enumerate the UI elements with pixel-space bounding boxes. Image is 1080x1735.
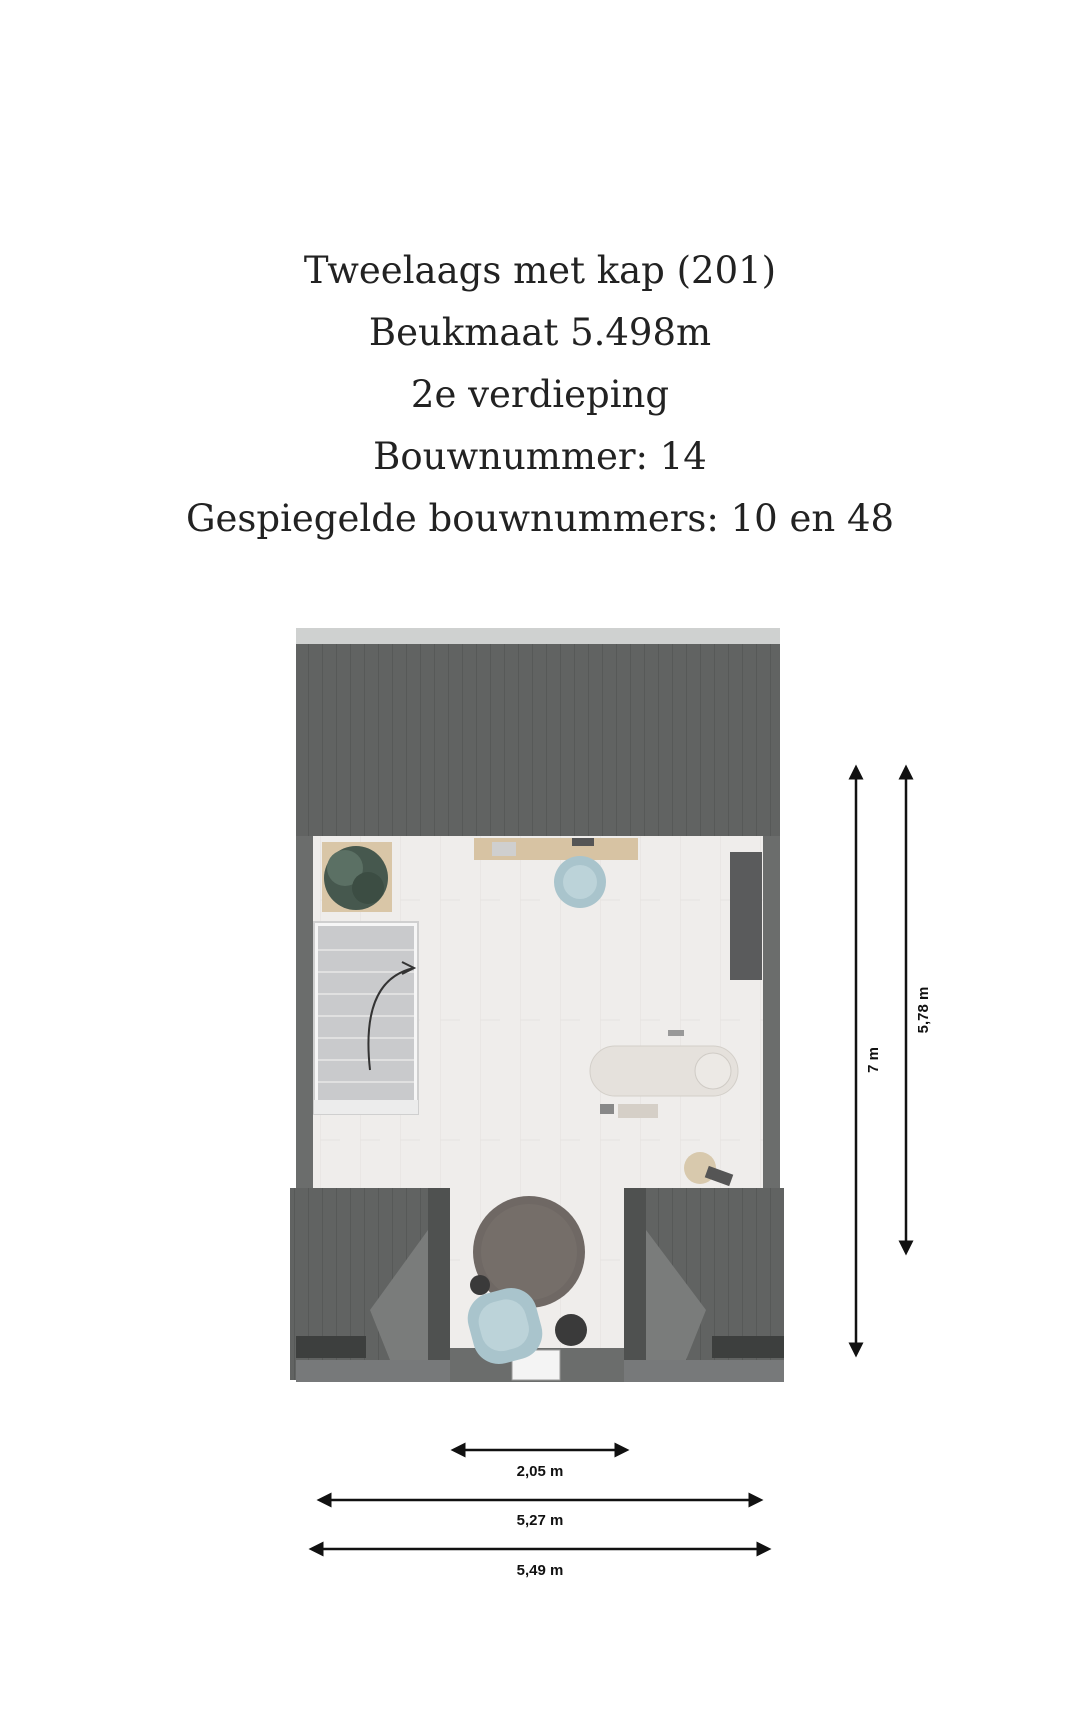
title-house-type: Tweelaags met kap (201) xyxy=(303,249,777,292)
dim-label-vertical-outer: 7 m xyxy=(865,1047,882,1073)
dim-label-horizontal-dormer: 2,05 m xyxy=(516,1463,564,1480)
dim-label-vertical-inner: 5,78 m xyxy=(915,986,932,1034)
dim-label-horizontal-inner: 5,27 m xyxy=(516,1512,564,1529)
dormer-wall-left xyxy=(428,1188,450,1380)
plant xyxy=(322,842,392,912)
title-building-number: Bouwnummer: 14 xyxy=(373,435,707,478)
staircase xyxy=(314,922,418,1114)
round-table-inner xyxy=(481,1204,577,1300)
eave-right xyxy=(712,1336,784,1358)
roof-ridge xyxy=(296,628,780,644)
dormer-wall-right xyxy=(624,1188,646,1380)
desk-chair xyxy=(554,856,606,908)
title-bay-width: Beukmaat 5.498m xyxy=(368,311,712,354)
dim-label-horizontal-outer: 5,49 m xyxy=(516,1562,564,1579)
desk-monitor xyxy=(572,838,594,846)
gutter-left xyxy=(296,1360,450,1382)
desk-laptop xyxy=(492,842,516,856)
eave-left xyxy=(296,1336,366,1358)
gutter-right xyxy=(624,1360,784,1382)
title-mirrored-numbers: Gespiegelde bouwnummers: 10 en 48 xyxy=(185,497,895,540)
roof-main xyxy=(296,644,780,836)
title-floor: 2e verdieping xyxy=(410,373,670,416)
low-cabinet xyxy=(730,852,762,980)
